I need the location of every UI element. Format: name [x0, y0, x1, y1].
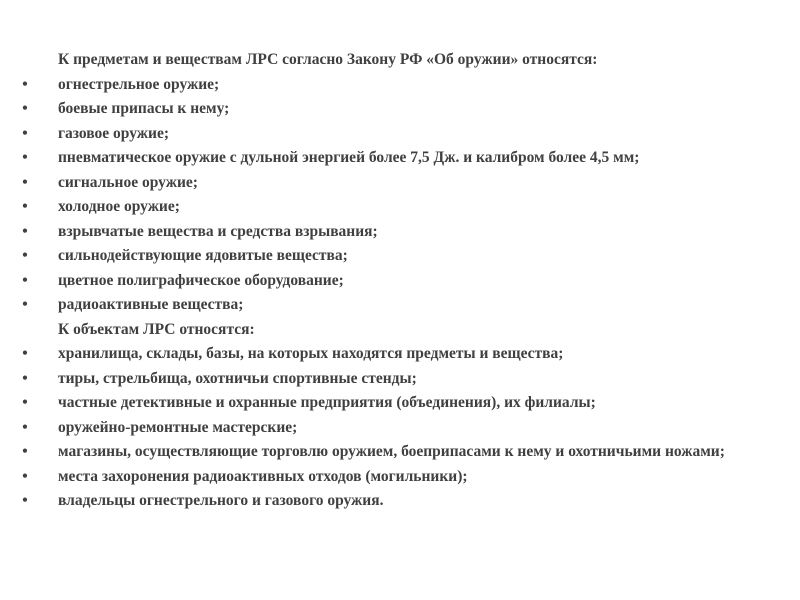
list-item	[22, 244, 762, 269]
list-item-text: боевые припасы к нему;	[58, 100, 230, 117]
list-item-text: тиры, стрельбища, охотничьи спортивные стенды;	[58, 369, 417, 387]
bullet-icon: •	[22, 222, 28, 240]
section1-list	[22, 73, 762, 318]
list-item-text: сигнальное оружие;	[58, 173, 198, 191]
section1-heading: К предметам и веществам ЛРС согласно Закону РФ «Об оружии» относятся:	[58, 51, 598, 68]
section2-list	[22, 342, 762, 514]
bullet-icon: •	[22, 296, 28, 313]
list-item	[22, 293, 762, 318]
list-item	[22, 440, 762, 465]
list-item-text: магазины, осуществляющие торговлю оружием, боеприпасами к нему и охотничьими ножами;	[58, 443, 725, 460]
list-item-text: огнестрельное оружие;	[58, 75, 220, 93]
bullet-icon: •	[22, 492, 28, 509]
bullet-icon: •	[22, 369, 28, 387]
list-item	[22, 416, 762, 441]
list-item	[22, 122, 762, 147]
list-item-text: сильнодействующие ядовитые вещества;	[58, 247, 348, 264]
section2-heading: К объектам ЛРС относятся:	[58, 320, 255, 338]
list-item	[22, 146, 762, 171]
bullet-icon: •	[22, 198, 28, 215]
bullet-icon: •	[22, 271, 28, 289]
bullet-icon: •	[22, 467, 28, 485]
list-item	[22, 195, 762, 220]
bullet-icon: •	[22, 247, 28, 264]
bullet-icon: •	[22, 124, 28, 142]
list-item-text: места захоронения радиоактивных отходов (могильники);	[58, 467, 468, 485]
list-item-text: частные детективные и охранные предприятия (объединения), их филиалы;	[58, 394, 596, 411]
list-item	[22, 391, 762, 416]
bullet-icon: •	[22, 443, 28, 460]
bullet-icon: •	[22, 149, 28, 166]
bullet-icon: •	[22, 394, 28, 411]
list-item	[22, 489, 762, 514]
list-item-text: пневматическое оружие с дульной энергией более 7,5 Дж. и калибром более 4,5 мм;	[58, 149, 640, 166]
bullet-icon: •	[22, 75, 28, 93]
list-item	[22, 171, 762, 196]
list-item	[22, 367, 762, 392]
list-item-text: взрывчатые вещества и средства взрывания;	[58, 222, 378, 240]
list-item-text: холодное оружие;	[58, 198, 180, 215]
list-item	[22, 97, 762, 122]
list-item	[22, 220, 762, 245]
list-item-text: газовое оружие;	[58, 124, 169, 142]
list-item-text: владельцы огнестрельного и газового оружия.	[58, 492, 384, 509]
bullet-icon: •	[22, 173, 28, 191]
list-item	[22, 342, 762, 367]
list-item-text: радиоактивные вещества;	[58, 296, 244, 313]
list-item	[22, 73, 762, 98]
list-item	[22, 269, 762, 294]
list-item-text: хранилища, склады, базы, на которых находятся предметы и вещества;	[58, 345, 564, 362]
bullet-icon: •	[22, 345, 28, 362]
list-item-text: цветное полиграфическое оборудование;	[58, 271, 344, 289]
list-item-text: оружейно-ремонтные мастерские;	[58, 418, 298, 436]
bullet-icon: •	[22, 418, 28, 436]
bullet-icon: •	[22, 100, 28, 117]
list-item	[22, 465, 762, 490]
